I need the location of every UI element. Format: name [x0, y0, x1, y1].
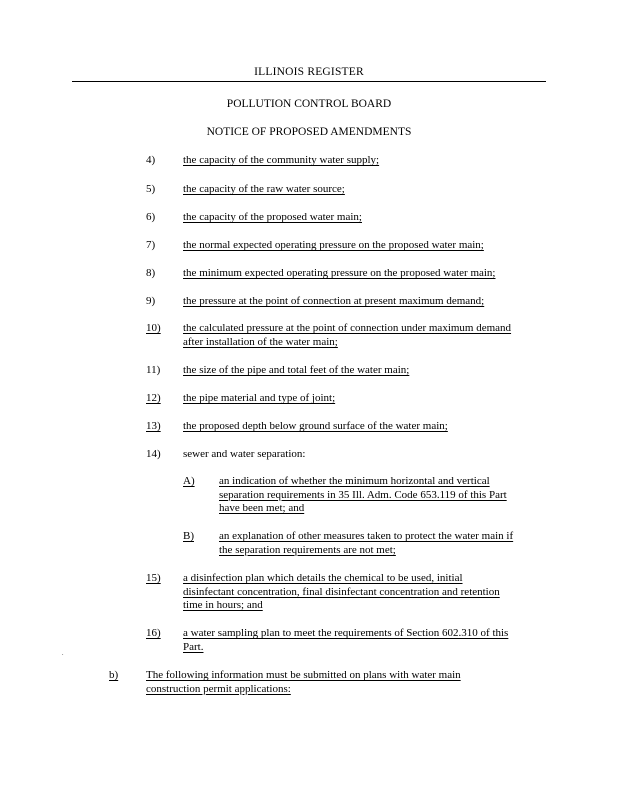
item-text: the pipe material and type of joint; — [183, 392, 336, 404]
section-letter: b) — [109, 669, 119, 681]
item-number: 5) — [146, 183, 156, 195]
sub-item-a — [0, 475, 618, 517]
item-number: 7) — [146, 239, 156, 251]
item-text-line-1: a water sampling plan to meet the requirements of Section 602.310 of this — [183, 627, 509, 639]
item-number: 14) — [146, 448, 161, 460]
header-rule — [72, 81, 546, 82]
item-text: the normal expected operating pressure on the proposed water main; — [183, 239, 484, 251]
item-text: the size of the pipe and total feet of the water main; — [183, 364, 410, 376]
sub-item-b — [0, 530, 618, 558]
item-text-line-3: time in hours; and — [183, 599, 263, 611]
item-text-line-2: disinfectant concentration, final disinfectant concentration and retention — [183, 585, 500, 598]
section-text-line-2: construction permit applications: — [146, 682, 291, 695]
item-number: 11) — [146, 364, 161, 376]
sub-item-text-line-1: an explanation of other measures taken to protect the water main if — [219, 530, 514, 542]
item-number: 15) — [146, 572, 161, 584]
item-number: 9) — [146, 295, 156, 307]
list-item-16 — [0, 627, 618, 655]
item-text-line-2: after installation of the water main; — [183, 335, 338, 348]
sub-item-text-line-2: separation requirements in 35 Ill. Adm. Code 653.119 of this Part — [219, 488, 507, 501]
list-item-15 — [0, 572, 618, 614]
section-b — [0, 669, 618, 697]
sub-item-text-line-3: have been met; and — [219, 502, 305, 514]
item-text: the pressure at the point of connection at present maximum demand; — [183, 295, 485, 307]
item-number: 6) — [146, 211, 156, 223]
item-text: the minimum expected operating pressure on the proposed water main; — [183, 267, 496, 279]
item-number: 10) — [146, 322, 161, 334]
list-item-10 — [0, 322, 618, 350]
item-text: the proposed depth below ground surface of the water main; — [183, 420, 448, 432]
item-number: 4) — [146, 154, 156, 166]
board-title: POLLUTION CONTROL BOARD — [226, 98, 392, 110]
margin-mark: . — [62, 651, 64, 657]
section-text-line-1: The following information must be submitted on plans with water main — [146, 669, 461, 681]
item-number: 16) — [146, 627, 161, 639]
item-text: sewer and water separation: — [183, 448, 306, 460]
item-number: 13) — [146, 420, 161, 432]
item-number: 8) — [146, 267, 156, 279]
item-text: the capacity of the community water supply; — [183, 154, 380, 166]
sub-item-letter: B) — [183, 530, 194, 542]
item-text: the capacity of the proposed water main; — [183, 211, 362, 223]
item-text-line-2: Part. — [183, 640, 204, 653]
sub-item-text-line-2: the separation requirements are not met; — [219, 543, 396, 556]
sub-item-letter: A) — [183, 475, 195, 487]
item-text-line-1: the calculated pressure at the point of connection under maximum demand — [183, 322, 512, 334]
item-text: the capacity of the raw water source; — [183, 183, 345, 195]
item-number: 12) — [146, 392, 161, 404]
register-title: ILLINOIS REGISTER — [254, 66, 364, 78]
item-text-line-1: a disinfection plan which details the chemical to be used, initial — [183, 572, 463, 584]
notice-title: NOTICE OF PROPOSED AMENDMENTS — [206, 126, 412, 138]
sub-item-text-line-1: an indication of whether the minimum horizontal and vertical — [219, 475, 490, 487]
